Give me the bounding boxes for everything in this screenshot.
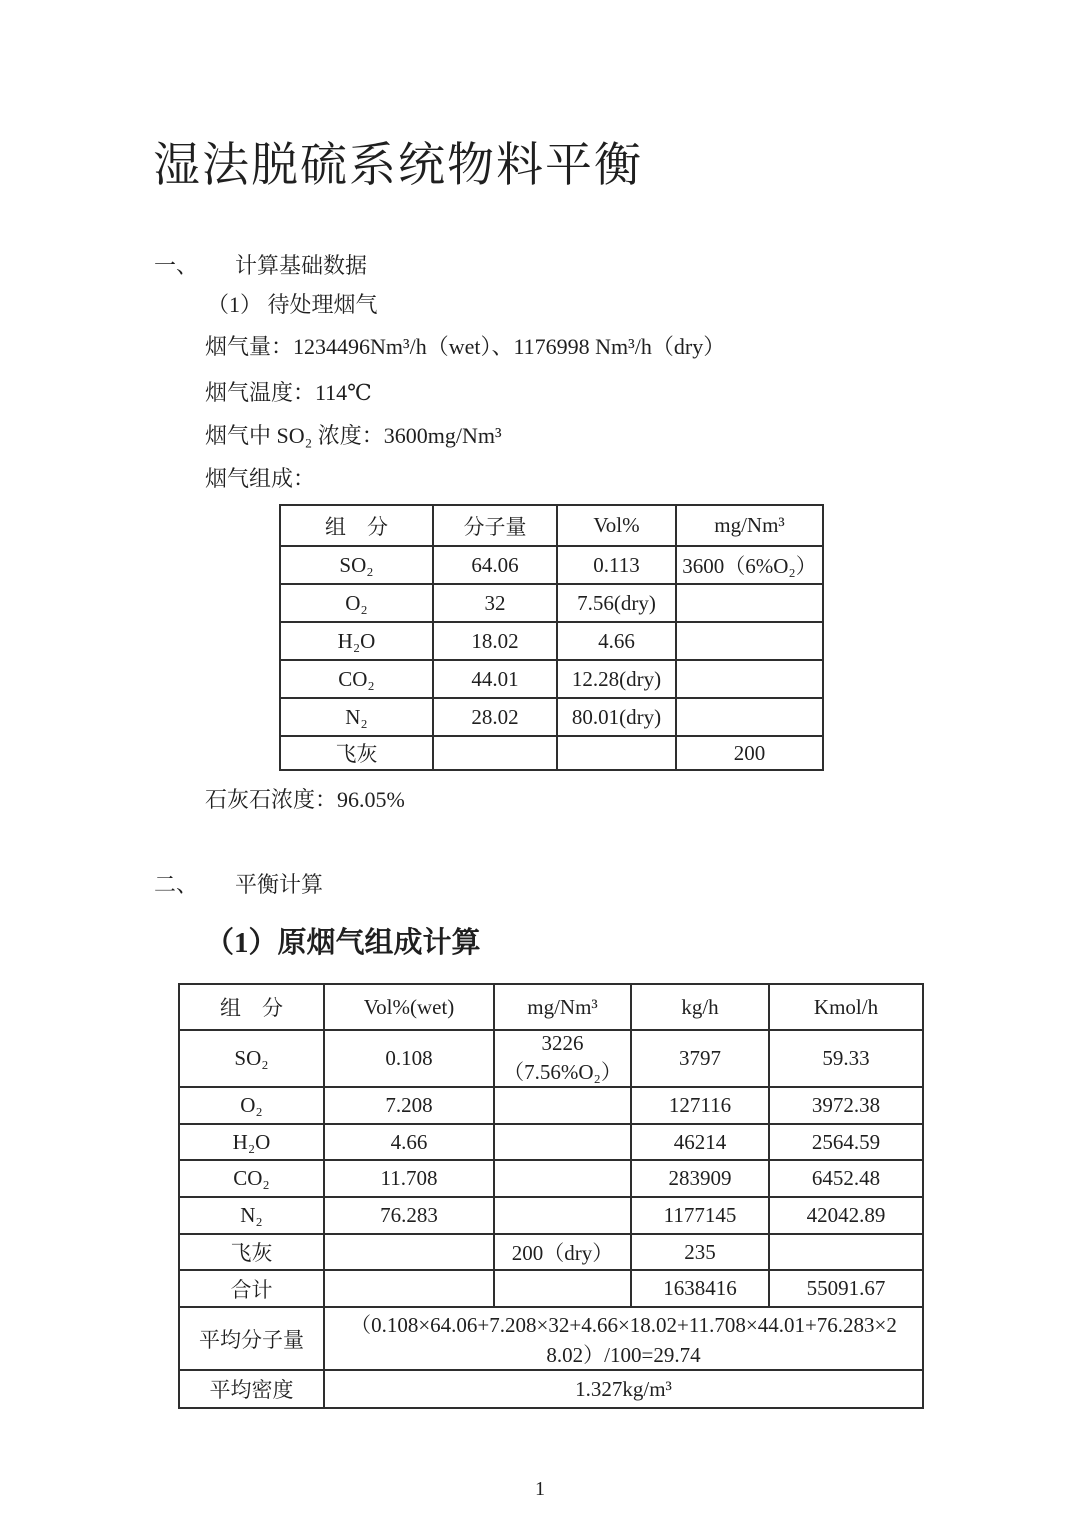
avg-molecular-weight-row xyxy=(179,1307,923,1370)
column-header: Kmol/h xyxy=(769,984,923,1030)
table-row xyxy=(179,1087,923,1124)
table-row xyxy=(280,660,823,698)
table-cell: 7.56(dry) xyxy=(557,584,676,622)
row-label: 平均密度 xyxy=(179,1370,324,1408)
column-header: 分子量 xyxy=(433,505,557,546)
table-cell: 200 xyxy=(676,736,823,770)
table-cell: 1.327kg/m³ xyxy=(324,1370,923,1408)
table-cell: 合计 xyxy=(179,1270,324,1307)
table-cell: 64.06 xyxy=(433,546,557,584)
table-cell xyxy=(676,660,823,698)
table-row xyxy=(179,1160,923,1197)
table-cell: 55091.67 xyxy=(769,1270,923,1307)
page-number: 1 xyxy=(535,1478,545,1500)
section-heading-text: 平衡计算 xyxy=(235,872,324,897)
table-cell: SO₂ xyxy=(179,1030,324,1087)
table-row xyxy=(179,1124,923,1160)
section-number: 二、 xyxy=(154,872,199,897)
table-cell: 3972.38 xyxy=(769,1087,923,1124)
subsection-heading-1: （1） 待处理烟气 xyxy=(207,292,378,317)
table-cell: 42042.89 xyxy=(769,1197,923,1234)
table-cell: O₂ xyxy=(179,1087,324,1124)
formula-line: （0.108×64.06+7.208×32+4.66×18.02+11.708×44.01+76.283×2 xyxy=(350,1312,897,1337)
column-header: mg/Nm³ xyxy=(676,505,823,546)
table-cell xyxy=(557,736,676,770)
table-cell: 44.01 xyxy=(433,660,557,698)
table-cell: 76.283 xyxy=(324,1197,494,1234)
paragraph-so2-concentration: 烟气中 SO₂ 浓度：3600mg/Nm³ xyxy=(205,423,502,448)
table-cell xyxy=(494,1087,631,1124)
table-row xyxy=(280,584,823,622)
table-cell xyxy=(324,1270,494,1307)
table-row xyxy=(179,1270,923,1307)
table-cell: 6452.48 xyxy=(769,1160,923,1197)
flue-gas-composition-table xyxy=(279,504,824,771)
table-row xyxy=(179,1197,923,1234)
table-cell: 1638416 xyxy=(631,1270,769,1307)
table-cell: 3797 xyxy=(631,1030,769,1087)
table-cell: SO₂ xyxy=(280,546,433,584)
table-cell: 28.02 xyxy=(433,698,557,736)
table-cell: 46214 xyxy=(631,1124,769,1160)
table-row xyxy=(280,698,823,736)
column-header: mg/Nm³ xyxy=(494,984,631,1030)
table-cell: 1177145 xyxy=(631,1197,769,1234)
column-header: 组 分 xyxy=(179,984,324,1030)
table-cell: 2564.59 xyxy=(769,1124,923,1160)
table-cell xyxy=(494,1270,631,1307)
table-cell: CO₂ xyxy=(280,660,433,698)
table-cell: H₂O xyxy=(280,622,433,660)
table-cell: CO₂ xyxy=(179,1160,324,1197)
table-cell: 0.113 xyxy=(557,546,676,584)
table-cell xyxy=(769,1234,923,1270)
paragraph-flue-gas-volume: 烟气量：1234496Nm³/h（wet）、1176998 Nm³/h（dry） xyxy=(205,334,726,359)
section-heading-2 xyxy=(154,868,323,899)
row-label: 平均分子量 xyxy=(179,1307,324,1370)
table-cell xyxy=(494,1160,631,1197)
table-header-row xyxy=(179,984,923,1030)
raw-flue-gas-calculation-table xyxy=(178,983,924,1409)
table-cell xyxy=(494,1124,631,1160)
table-cell xyxy=(676,622,823,660)
table-cell: 0.108 xyxy=(324,1030,494,1087)
table-cell xyxy=(324,1234,494,1270)
table-cell xyxy=(324,1307,923,1370)
table-cell: 3600（6%O₂） xyxy=(676,546,823,584)
table-cell: 80.01(dry) xyxy=(557,698,676,736)
table-row xyxy=(179,1030,923,1087)
paragraph-limestone-concentration: 石灰石浓度：96.05% xyxy=(205,787,405,812)
paragraph-flue-gas-temp: 烟气温度：114℃ xyxy=(205,380,372,405)
table-cell: 11.708 xyxy=(324,1160,494,1197)
table-cell: H₂O xyxy=(179,1124,324,1160)
avg-density-row xyxy=(179,1370,923,1408)
column-header: 组 分 xyxy=(280,505,433,546)
section-heading-1 xyxy=(154,249,367,280)
table-cell: 18.02 xyxy=(433,622,557,660)
section-heading-text: 计算基础数据 xyxy=(235,253,368,278)
cell-line: 3226 xyxy=(541,1031,584,1055)
cell-line: （7.56%O₂） xyxy=(503,1060,622,1084)
formula-line: 8.02）/100=29.74 xyxy=(546,1342,701,1367)
table-cell xyxy=(433,736,557,770)
table-header-row xyxy=(280,505,823,546)
table-cell: N₂ xyxy=(280,698,433,736)
table-cell: 12.28(dry) xyxy=(557,660,676,698)
table-cell: 59.33 xyxy=(769,1030,923,1087)
document-title: 湿法脱硫系统物料平衡 xyxy=(153,140,643,192)
table-cell: N₂ xyxy=(179,1197,324,1234)
table-cell: O₂ xyxy=(280,584,433,622)
table-cell: 32 xyxy=(433,584,557,622)
column-header: Vol% xyxy=(557,505,676,546)
table-cell xyxy=(676,698,823,736)
table-cell: 飞灰 xyxy=(280,736,433,770)
subsection-heading-2: （1）原烟气组成计算 xyxy=(205,927,481,959)
table-cell xyxy=(494,1030,631,1087)
table-cell: 飞灰 xyxy=(179,1234,324,1270)
table-cell: 4.66 xyxy=(324,1124,494,1160)
table-row xyxy=(280,622,823,660)
column-header: Vol%(wet) xyxy=(324,984,494,1030)
table-cell xyxy=(494,1197,631,1234)
table-cell: 4.66 xyxy=(557,622,676,660)
table-cell: 127116 xyxy=(631,1087,769,1124)
table-row xyxy=(179,1234,923,1270)
table-cell: 7.208 xyxy=(324,1087,494,1124)
table-cell: 200（dry） xyxy=(494,1234,631,1270)
section-number: 一、 xyxy=(154,253,199,278)
table-row xyxy=(280,736,823,770)
table-row xyxy=(280,546,823,584)
column-header: kg/h xyxy=(631,984,769,1030)
table-cell: 283909 xyxy=(631,1160,769,1197)
paragraph-composition-label: 烟气组成： xyxy=(205,466,316,491)
table-cell xyxy=(676,584,823,622)
table-cell: 235 xyxy=(631,1234,769,1270)
